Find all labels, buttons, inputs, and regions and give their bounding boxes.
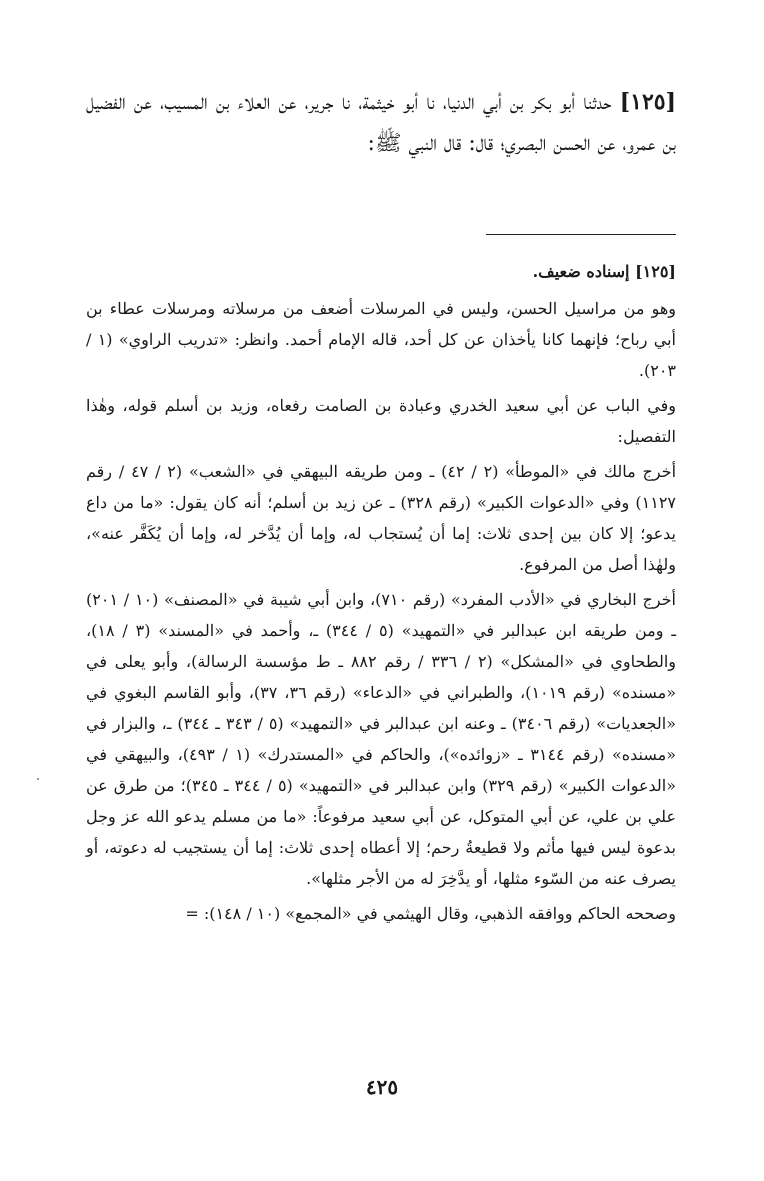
footnote-paragraph-4: أخرج البخاري في «الأدب المفرد» (رقم ٧١٠)، وابن أبي شيبة في «المصنف» (١٠ / ٢٠١) ـ ومن طريقه ابن عبدالبر في «التمهيد» (٥ / ٣٤٤) ـ، وأحمد في «المسند» (٣ / ١٨)، والطحاوي في «المشكل» (٢ / ٣٣٦ / رقم ٨٨٢ ـ ط مؤسسة الرسالة)، وأبو يعلى في «مسنده» (رقم ١٠١٩)، والطبراني في «الدعاء» (رقم ٣٦، ٣٧)، وأبو القاسم البغوي في «الجعديات» (رقم ٣٤٠٦) ـ وعنه ابن عبدالبر في «التمهيد» (٥ / ٣٤٣ ـ ٣٤٤) ـ، والبزار في «مسنده» (رقم ٣١٤٤ ـ «زوائده»)، والحاكم في «المستدرك» (١ / ٤٩٣)، والبيهقي في «الدعوات الكبير» (رقم ٣٢٩) وابن عبدالبر في «التمهيد» (٥ / ٣٤٤ ـ ٣٤٥)؛ من طرق عن علي بن علي، عن أبي المتوكل، عن أبي سعيد مرفوعاً: «ما من مسلم يدعو الله عز وجل بدعوة ليس فيها مأثم ولا قطيعةُ رحم؛ إلا أعطاه إحدى ثلاث: إما أن يستجيب له دعوته، أو يصرف عنه من السّوء مثلها، أو يدَّخِرَ له من الأجر مثلها». [86, 590, 677, 888]
margin-speck [37, 778, 39, 780]
page-number: ٤٢٥ [365, 1075, 399, 1099]
footnote-divider [486, 234, 676, 235]
footnote-paragraph-5: وصححه الحاكم ووافقه الذهبي، وقال الهيثمي في «المجمع» (١٠ / ١٤٨): = [185, 904, 676, 923]
footnotes [86, 256, 676, 933]
footnote-paragraph-3: أخرج مالك في «الموطأ» (٢ / ٤٢) ـ ومن طريقه البيهقي في «الشعب» (٢ / ٤٧ / رقم ١١٢٧) وفي «الدعوات الكبير» (رقم ٣٢٨) ـ عن زيد بن أسلم؛ أنه كان يقول: «ما من داع يدعو؛ إلا كان بين إحدى ثلاث: إما أن يُستجاب له، وإما أن يُدَّخر له، وإما أن يُكَفَّر عنه»، ولهٰذا أصل من المرفوع. [86, 462, 677, 574]
hadith-body: حدثنا أبو بكر بن أبي الدنيا، نا أبو خيثمة، نا جرير، عن العلاء بن المسيب، عن الفضيل بن عمرو، عن الحسن البصري؛ قال: قال النبي ﷺ: [86, 90, 676, 156]
footnote-paragraph-2: وفي الباب عن أبي سعيد الخدري وعبادة بن الصامت رفعاه، وزيد بن أسلم قوله، وهٰذا التفصيل: [86, 396, 676, 446]
hadith-text [86, 82, 676, 164]
footnote-heading: [١٢٥] إسناده ضعيف. [532, 262, 676, 281]
hadith-number: [١٢٥] [619, 89, 676, 115]
footnote-paragraph-1: وهو من مراسيل الحسن، وليس في المرسلات أضعف من مرسلاته ومرسلات عطاء بن أبي رباح؛ فإنهما كانا يأخذان عن كل أحد، قاله الإمام أحمد. وانظر: «تدريب الراوي» (١ / ٢٠٣). [86, 299, 677, 380]
hadith-paragraph [86, 82, 676, 164]
